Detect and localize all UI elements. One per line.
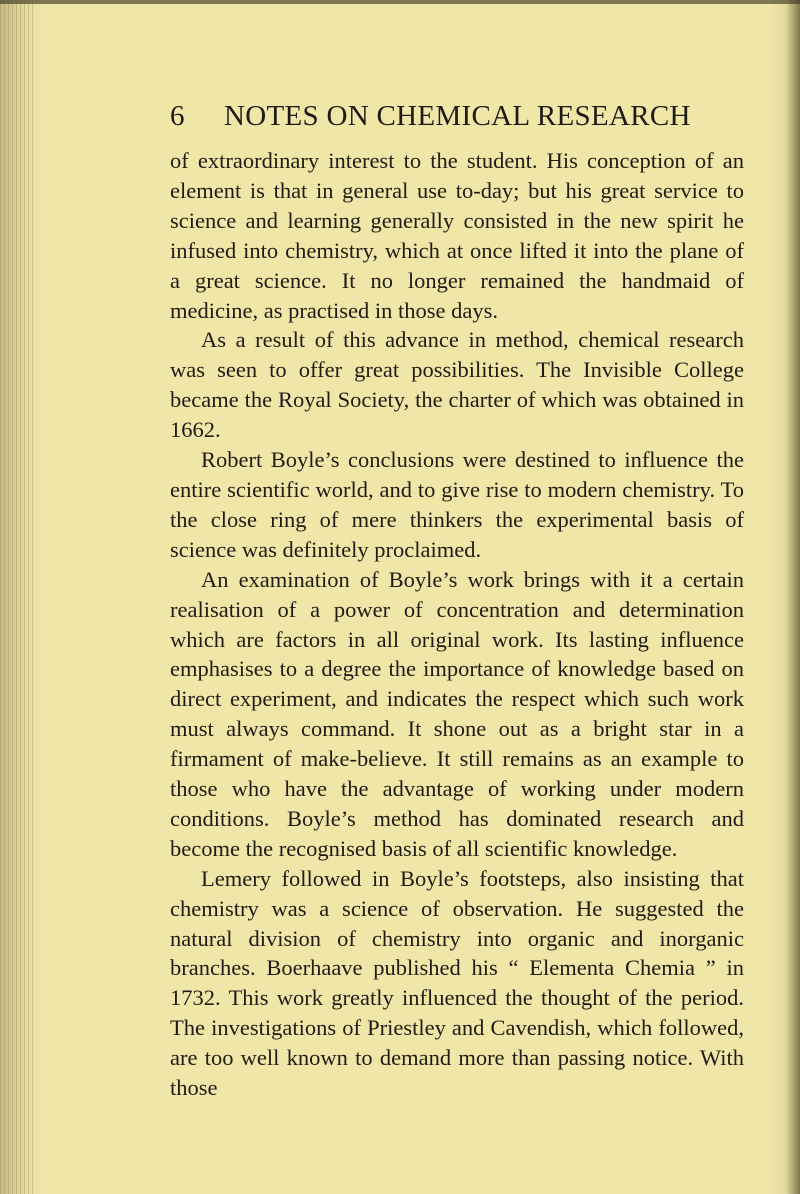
paragraph: As a result of this advance in method, chemical research was seen to offer great possibilities. The Invisible College became the Royal Society, the charter of which was obtained in 1662. (170, 327, 744, 443)
paragraph: Robert Boyle’s conclusions were destined to influence the entire scientific world, and to give rise to modern chemistry. To the close ring of mere thinkers the experimental basis of science was definitely proclaimed. (170, 447, 744, 562)
paragraph-continued: of extraordinary interest to the student. His conception of an element is that in general use to-day; but his great service to science and learning generally consisted in the new spirit he infused into chemistry, which at once lifted it into the plane of a great science. It no longer remained the handmaid of medicine, as practised in those days. (170, 148, 744, 323)
page-right-edge (786, 0, 800, 1194)
page-top-edge (0, 0, 800, 4)
running-head (170, 96, 730, 136)
paragraph: Lemery followed in Boyle’s footsteps, also insisting that chemistry was a science of observation. He suggested the natural division of chemistry into organic and inorganic branches. Boerhaave published his “ Elementa Chemia ” in 1732. This work greatly influenced the thought of the period. The investigations of Priestley and Cavendish, which followed, are too well known to demand more than passing notice. With those (170, 865, 744, 1101)
running-title: NOTES ON CHEMICAL RESEARCH (224, 100, 691, 132)
binding-gutter (0, 0, 34, 1194)
page-number: 6 (170, 100, 185, 132)
body-text (170, 146, 744, 1103)
paragraph: An examination of Boyle’s work brings with it a certain realisation of a power of concentration and determination which are factors in all original work. Its lasting influence emphasises to a degree the importance of knowledge based on direct experiment, and indicates the respect which such work must always command. It shone out as a bright star in a firmament of make-believe. It still remains as an example to those who have the advantage of working under modern conditions. Boyle’s method has dominated research and become the recognised basis of all scientific knowledge. (170, 566, 744, 861)
